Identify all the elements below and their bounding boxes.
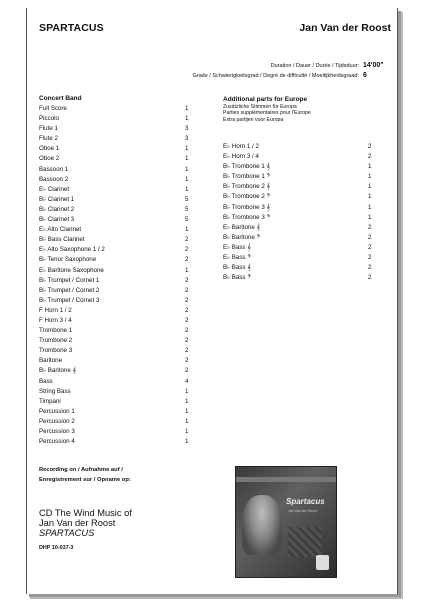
part-row [39, 438, 189, 448]
part-row [39, 347, 189, 357]
part-name: F Horn 3 / 4 [39, 316, 72, 324]
part-quantity: 1 [368, 173, 372, 181]
part-name: Oboe 1 [39, 145, 60, 153]
part-row [223, 193, 372, 203]
additional-parts-list [223, 143, 372, 284]
part-row [39, 196, 189, 206]
part-row [223, 143, 372, 153]
part-name: Bassoon 1 [39, 165, 69, 173]
grade-label: Grade / Schwierigkeitsgrad / Degré de difficulté / Moeilijkheidsgraad: [192, 73, 359, 79]
part-row [39, 367, 189, 377]
part-quantity: 1 [185, 417, 189, 425]
part-name: Trombone 3 [39, 347, 73, 355]
part-quantity: 4 [185, 377, 189, 385]
additional-parts-heading: Additional parts for Europe [223, 96, 308, 103]
part-name: B♭ Trumpet / Cornet 2 [39, 286, 100, 294]
part-name: Baritone [39, 357, 63, 365]
part-name: Bass [39, 377, 53, 385]
part-name: Piccolo [39, 115, 59, 123]
part-name: E♭ Bass 𝄞 [223, 243, 251, 251]
part-name: B♭ Clarinet 2 [39, 205, 75, 213]
part-name: E♭ Alto Clarinet [39, 226, 82, 234]
part-quantity: 1 [368, 203, 372, 211]
part-quantity: 2 [368, 223, 372, 231]
part-name: E♭ Alto Saxophone 1 / 2 [39, 246, 105, 254]
part-name: B♭ Trombone 2 𝄢 [223, 193, 271, 201]
part-row [39, 317, 189, 327]
part-quantity: 1 [185, 428, 189, 435]
part-row [39, 155, 189, 165]
part-name: B♭ Trombone 1 𝄞 [223, 163, 271, 171]
part-row [39, 226, 189, 236]
part-quantity: 1 [185, 175, 189, 183]
piece-title: SPARTACUS [39, 22, 104, 34]
part-name: Timpani [39, 397, 61, 405]
grade-line [192, 72, 391, 79]
part-name: E♭ Horn 3 / 4 [223, 153, 259, 161]
part-quantity: 1 [185, 407, 189, 415]
recording-label-line1: Recording on / Aufnahme auf / [39, 467, 123, 473]
cd-title-line2: Jan Van der Roost [39, 518, 116, 529]
duration-value: 14'00" [363, 62, 384, 69]
part-quantity: 2 [185, 316, 189, 324]
part-quantity: 1 [368, 193, 372, 201]
part-row [39, 206, 189, 216]
part-name: E♭ Baritone 𝄞 [223, 223, 261, 231]
part-quantity: 5 [185, 216, 189, 224]
part-row [39, 388, 189, 398]
part-name: B♭ Bass 𝄞 [223, 264, 251, 272]
part-quantity: 1 [185, 397, 189, 405]
part-quantity: 1 [368, 213, 372, 221]
part-name: B♭ Baritone 𝄢 [223, 233, 261, 241]
part-row [223, 203, 372, 214]
cover-pattern [288, 527, 322, 557]
additional-parts-subtitles [223, 104, 311, 123]
part-name: Flute 1 [39, 125, 58, 133]
part-row [223, 173, 372, 183]
part-row [223, 153, 372, 163]
part-name: F Horn 1 / 2 [39, 306, 72, 314]
part-row [39, 297, 189, 307]
cover-band [236, 477, 336, 482]
part-name: B♭ Clarinet 1 [39, 195, 75, 203]
recording-label [39, 466, 189, 485]
subtitle-french: Parties supplémentaires pour l'Europe [223, 110, 311, 117]
part-name: B♭ Trombone 2 𝄞 [223, 183, 271, 191]
subtitle-dutch: Extra partijen voor Europa [223, 116, 284, 123]
part-quantity: 2 [185, 357, 189, 365]
part-name: E♭ Clarinet [39, 185, 70, 193]
part-quantity: 2 [185, 236, 189, 244]
part-name: B♭ Trombone 1 𝄢 [223, 173, 271, 181]
part-quantity: 2 [368, 233, 372, 241]
part-quantity: 1 [185, 226, 189, 234]
concert-band-heading: Concert Band [39, 95, 82, 102]
part-row [39, 378, 189, 388]
part-row [39, 246, 189, 256]
part-name: E♭ Horn 1 / 2 [223, 143, 259, 150]
part-quantity: 2 [185, 256, 189, 264]
part-row [223, 254, 372, 264]
part-quantity: 1 [185, 438, 189, 446]
duration-label: Duration / Dauer / Durée / Tijdsduur: [270, 63, 359, 69]
part-quantity: 2 [368, 143, 372, 150]
part-row [223, 243, 372, 254]
part-quantity: 1 [368, 163, 372, 171]
part-row [39, 166, 189, 176]
part-row [39, 186, 189, 196]
part-quantity: 2 [368, 243, 372, 251]
part-quantity: 3 [185, 125, 189, 133]
part-row [223, 233, 372, 244]
part-name: B♭ Bass Clarinet [39, 236, 85, 244]
part-row [223, 264, 372, 274]
recording-label-line2: Enregistrement sur / Opname op: [39, 476, 131, 483]
part-row [39, 398, 189, 408]
part-row [39, 176, 189, 186]
part-quantity: 2 [185, 286, 189, 294]
cd-cover-image [235, 466, 337, 578]
part-row [39, 418, 189, 428]
part-name: Bassoon 2 [39, 175, 69, 183]
part-quantity: 1 [185, 266, 189, 274]
duration-line [271, 62, 391, 69]
part-quantity: 1 [185, 165, 189, 173]
part-quantity: 2 [368, 264, 372, 272]
part-row [39, 408, 189, 418]
grade-value: 6 [363, 72, 367, 79]
subtitle-german: Zusätzliche Stimmen für Europa [223, 104, 297, 110]
part-quantity: 3 [185, 135, 189, 143]
part-name: E♭ Bass 𝄢 [223, 254, 252, 262]
part-name: B♭ Trumpet / Cornet 3 [39, 296, 100, 304]
part-name: B♭ Trombone 3 𝄞 [223, 203, 271, 211]
part-quantity: 2 [185, 306, 189, 314]
concert-band-parts-list [39, 105, 189, 448]
part-row [223, 213, 372, 224]
part-quantity: 1 [185, 155, 189, 163]
part-row [39, 105, 189, 115]
part-name: Full Score [39, 105, 67, 112]
part-name: B♭ Baritone 𝄞 [39, 367, 77, 375]
part-quantity: 1 [185, 105, 189, 112]
part-name: B♭ Tenor Saxophone [39, 256, 97, 264]
part-row [39, 236, 189, 246]
cd-title [39, 508, 209, 539]
score-info-sheet [26, 8, 398, 594]
cd-title-line1: CD The Wind Music of [39, 508, 132, 518]
part-quantity: 1 [185, 387, 189, 395]
page-shadow-right [400, 12, 403, 598]
part-quantity: 1 [185, 145, 189, 153]
part-row [39, 327, 189, 337]
part-quantity: 2 [185, 367, 189, 375]
part-row [39, 287, 189, 297]
part-row [39, 428, 189, 438]
part-row [39, 357, 189, 367]
composer-name: Jan Van der Roost [299, 22, 391, 34]
publisher-logo-icon [316, 555, 329, 570]
part-name: Trombone 1 [39, 327, 73, 335]
part-name: B♭ Bass 𝄢 [223, 274, 252, 282]
part-name: Percussion 1 [39, 407, 75, 415]
part-name: B♭ Trombone 3 𝄢 [223, 213, 271, 221]
part-row [39, 337, 189, 347]
part-name: Percussion 3 [39, 428, 75, 435]
catalog-number: DHP 10-037-3 [39, 545, 74, 551]
part-name: Flute 2 [39, 135, 58, 143]
part-name: Percussion 2 [39, 417, 75, 425]
part-row [39, 115, 189, 125]
part-row [39, 277, 189, 287]
part-quantity: 2 [368, 153, 372, 161]
part-quantity: 2 [185, 347, 189, 355]
part-name: Oboe 2 [39, 155, 60, 163]
part-name: B♭ Trumpet / Cornet 1 [39, 276, 100, 284]
part-row [39, 267, 189, 277]
part-quantity: 2 [185, 296, 189, 304]
cover-portrait [242, 495, 282, 555]
part-row [39, 135, 189, 145]
part-name: B♭ Clarinet 3 [39, 216, 75, 224]
part-name: E♭ Baritone Saxophone [39, 266, 104, 274]
part-quantity: 5 [185, 195, 189, 203]
part-name: Trombone 2 [39, 337, 73, 345]
part-row [223, 274, 372, 284]
part-row [39, 125, 189, 135]
cd-title-line3: SPARTACUS [39, 528, 95, 539]
part-name: Percussion 4 [39, 438, 75, 446]
part-name: String Bass [39, 387, 71, 395]
part-row [39, 216, 189, 226]
cover-subtitle: Jan Van der Roost [288, 509, 317, 513]
part-quantity: 1 [185, 115, 189, 123]
part-row [223, 223, 372, 234]
part-row [223, 183, 372, 193]
part-quantity: 5 [185, 205, 189, 213]
part-quantity: 1 [185, 185, 189, 193]
part-quantity: 2 [368, 254, 372, 262]
part-quantity: 1 [368, 183, 372, 191]
part-quantity: 2 [368, 274, 372, 282]
part-row [223, 163, 372, 173]
part-quantity: 2 [185, 246, 189, 254]
part-row [39, 256, 189, 266]
cover-title: Spartacus [286, 497, 325, 506]
part-row [39, 307, 189, 317]
part-quantity: 2 [185, 337, 189, 345]
part-quantity: 2 [185, 327, 189, 335]
part-quantity: 2 [185, 276, 189, 284]
part-row [39, 145, 189, 155]
page-shadow-bottom [30, 596, 403, 599]
